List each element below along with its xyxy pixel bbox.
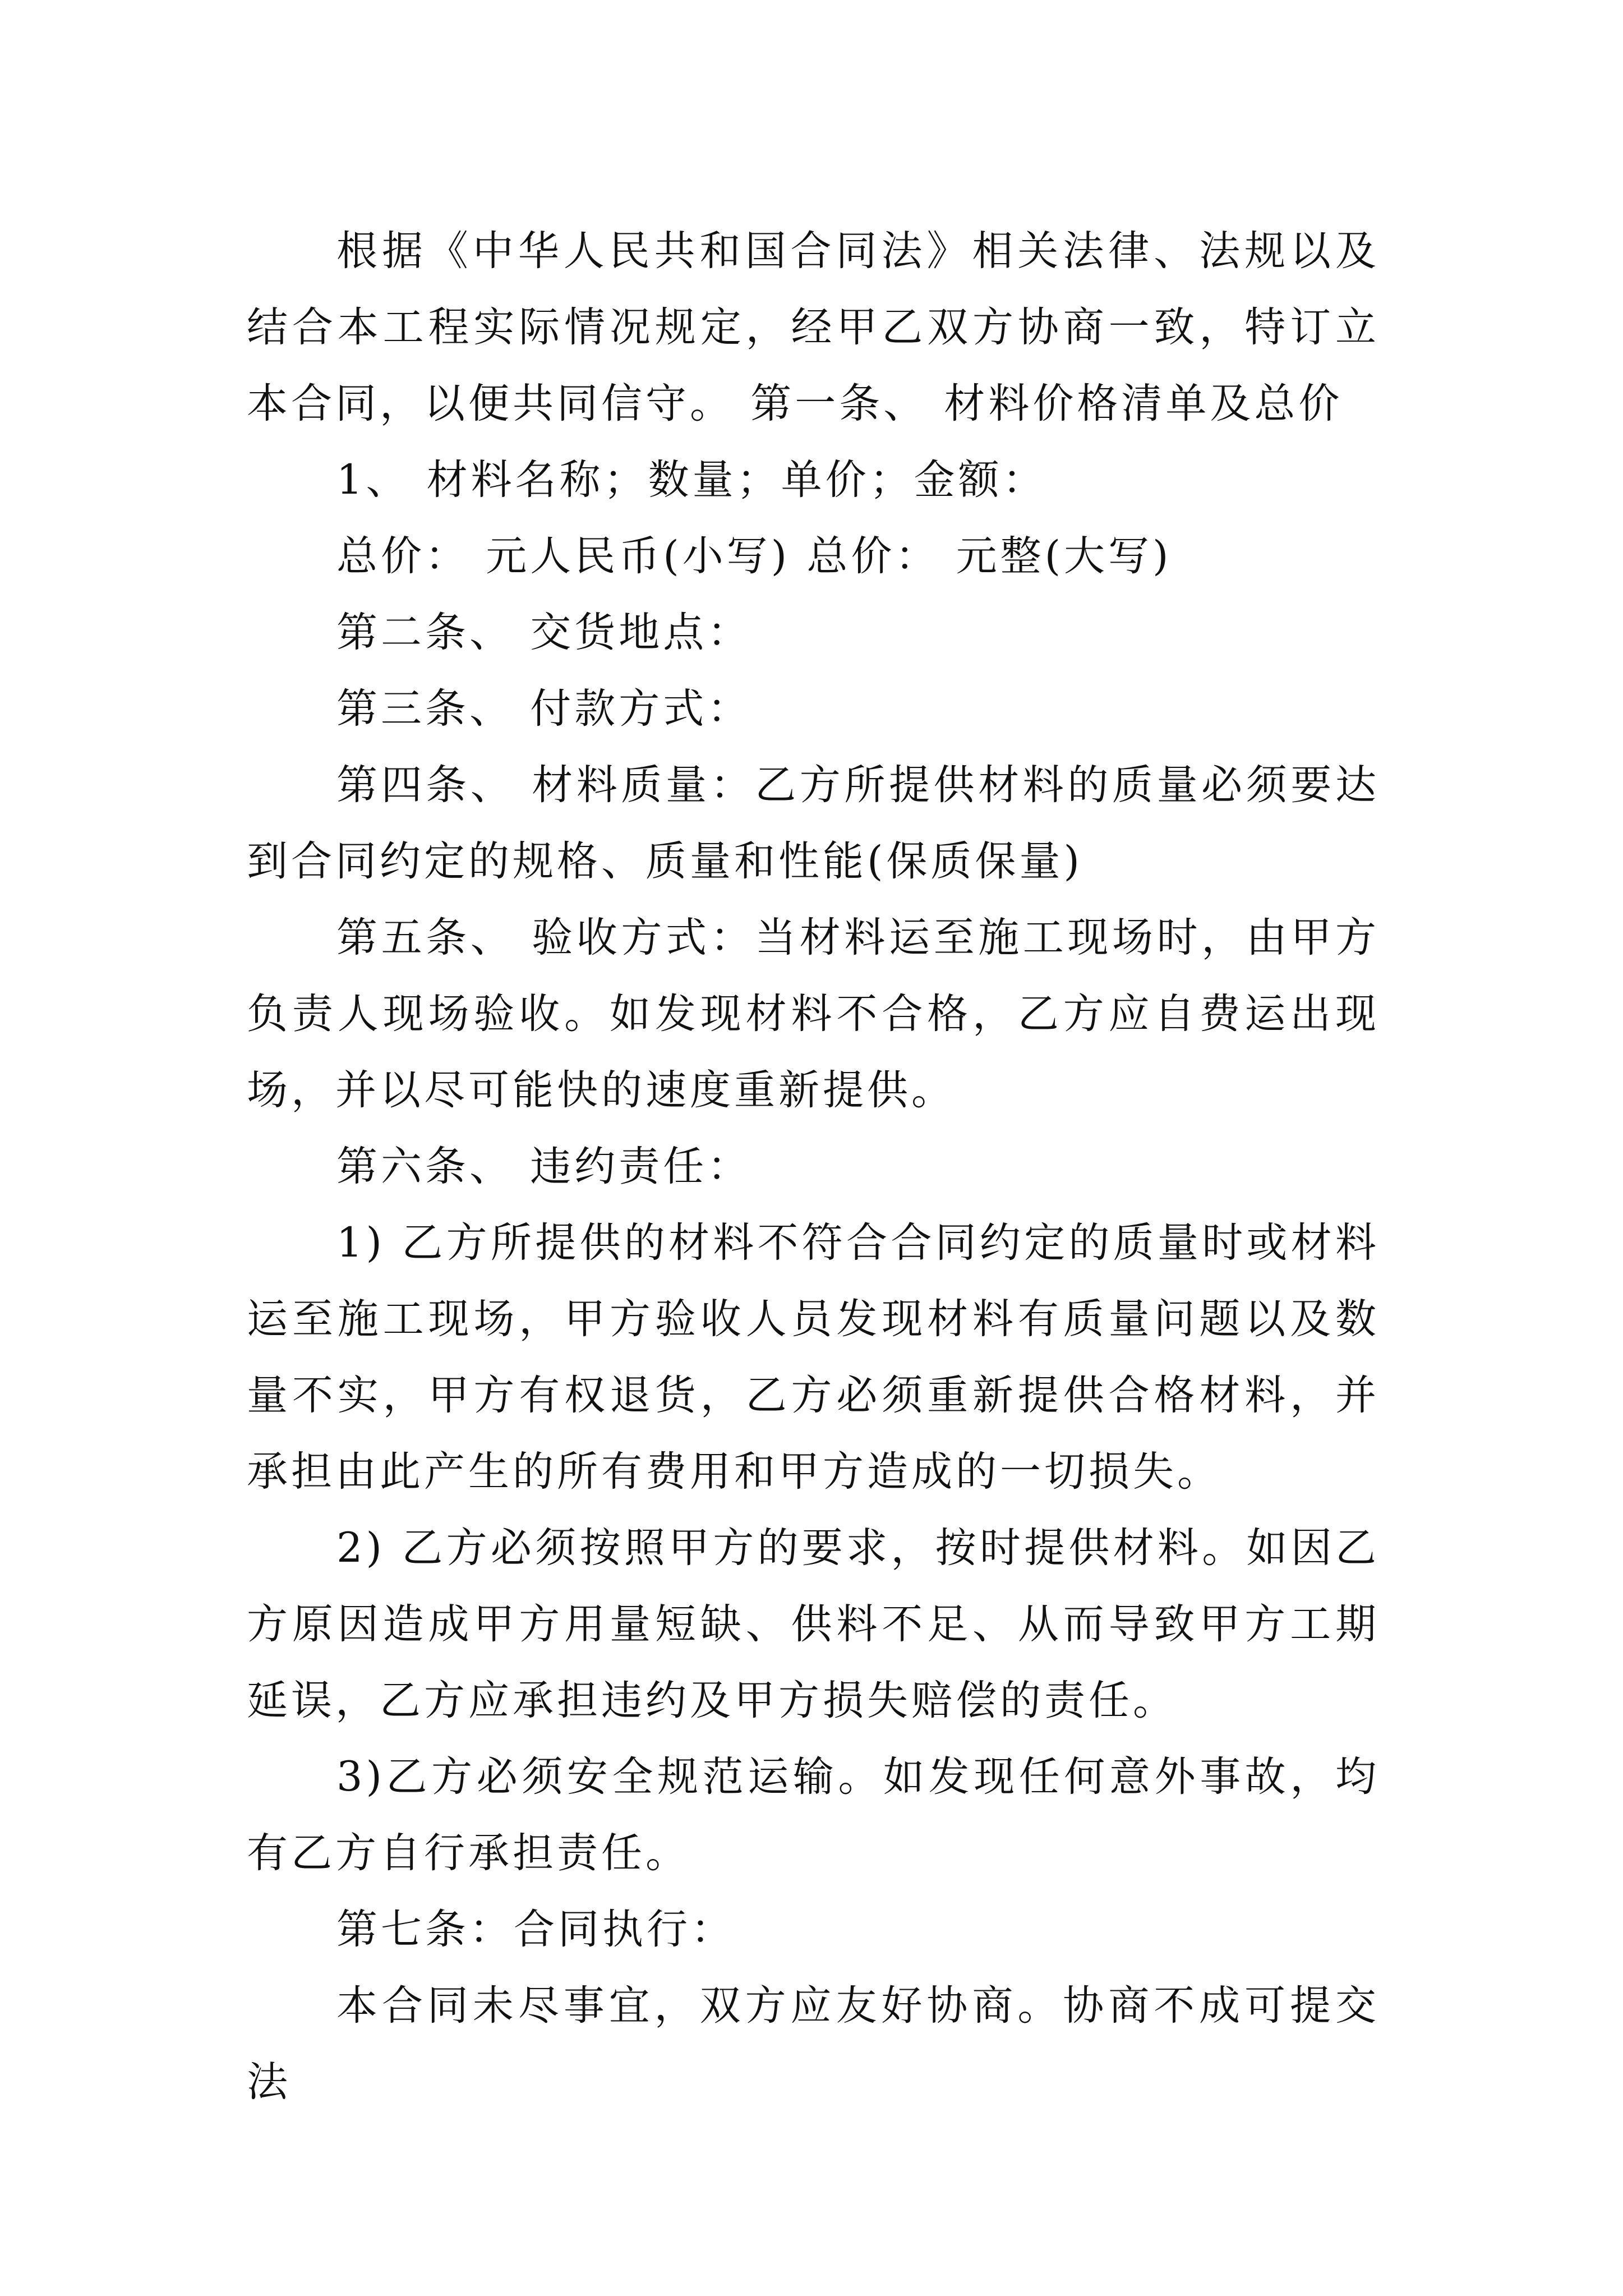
paragraph-article-5: 第五条、 验收方式：当材料运至施工现场时，由甲方负责人现场验收。如发现材料不合格，乙方应自费运出现场，并以尽可能快的速度重新提供。: [247, 914, 1380, 1114]
paragraph-material-list: 1、 材料名称；数量；单价；金额：: [336, 456, 1047, 504]
paragraph-article-7: 第七条：合同执行：: [336, 1906, 735, 1953]
paragraph-article-2: 第二条、 交货地点：: [336, 609, 752, 656]
paragraph-article-6-item-2: 2) 乙方必须按照甲方的要求，按时提供材料。如因乙方原因造成甲方用量短缺、供料不足、从而导致甲方工期延误，乙方应承担违约及甲方损失赔偿的责任。: [247, 1524, 1380, 1724]
document-body: [247, 213, 1380, 2120]
paragraph-article-6-item-3: 3)乙方必须安全规范运输。如发现任何意外事故，均有乙方自行承担责任。: [247, 1753, 1380, 1877]
paragraph-article-6: 第六条、 违约责任：: [336, 1143, 752, 1190]
paragraph-article-4: 第四条、 材料质量：乙方所提供材料的质量必须要达到合同约定的规格、质量和性能(保质保量): [247, 761, 1380, 885]
paragraph-article-6-item-1: 1) 乙方所提供的材料不符合合同约定的质量时或材料运至施工现场，甲方验收人员发现材料有质量问题以及数量不实，甲方有权退货，乙方必须重新提供合格材料，并承担由此产生的所有费用和甲方造成的一切损失。: [247, 1219, 1380, 1496]
paragraph-preamble: 根据《中华人民共和国合同法》相关法律、法规以及结合本工程实际情况规定，经甲乙双方协商一致，特订立本合同，以便共同信守。 第一条、 材料价格清单及总价: [247, 227, 1380, 427]
paragraph-article-7-text: 本合同未尽事宜，双方应友好协商。协商不成可提交法: [247, 1982, 1380, 2106]
paragraph-total-price: 总价： 元人民币(小写) 总价： 元整(大写): [336, 532, 1172, 580]
paragraph-article-3: 第三条、 付款方式：: [336, 685, 752, 733]
